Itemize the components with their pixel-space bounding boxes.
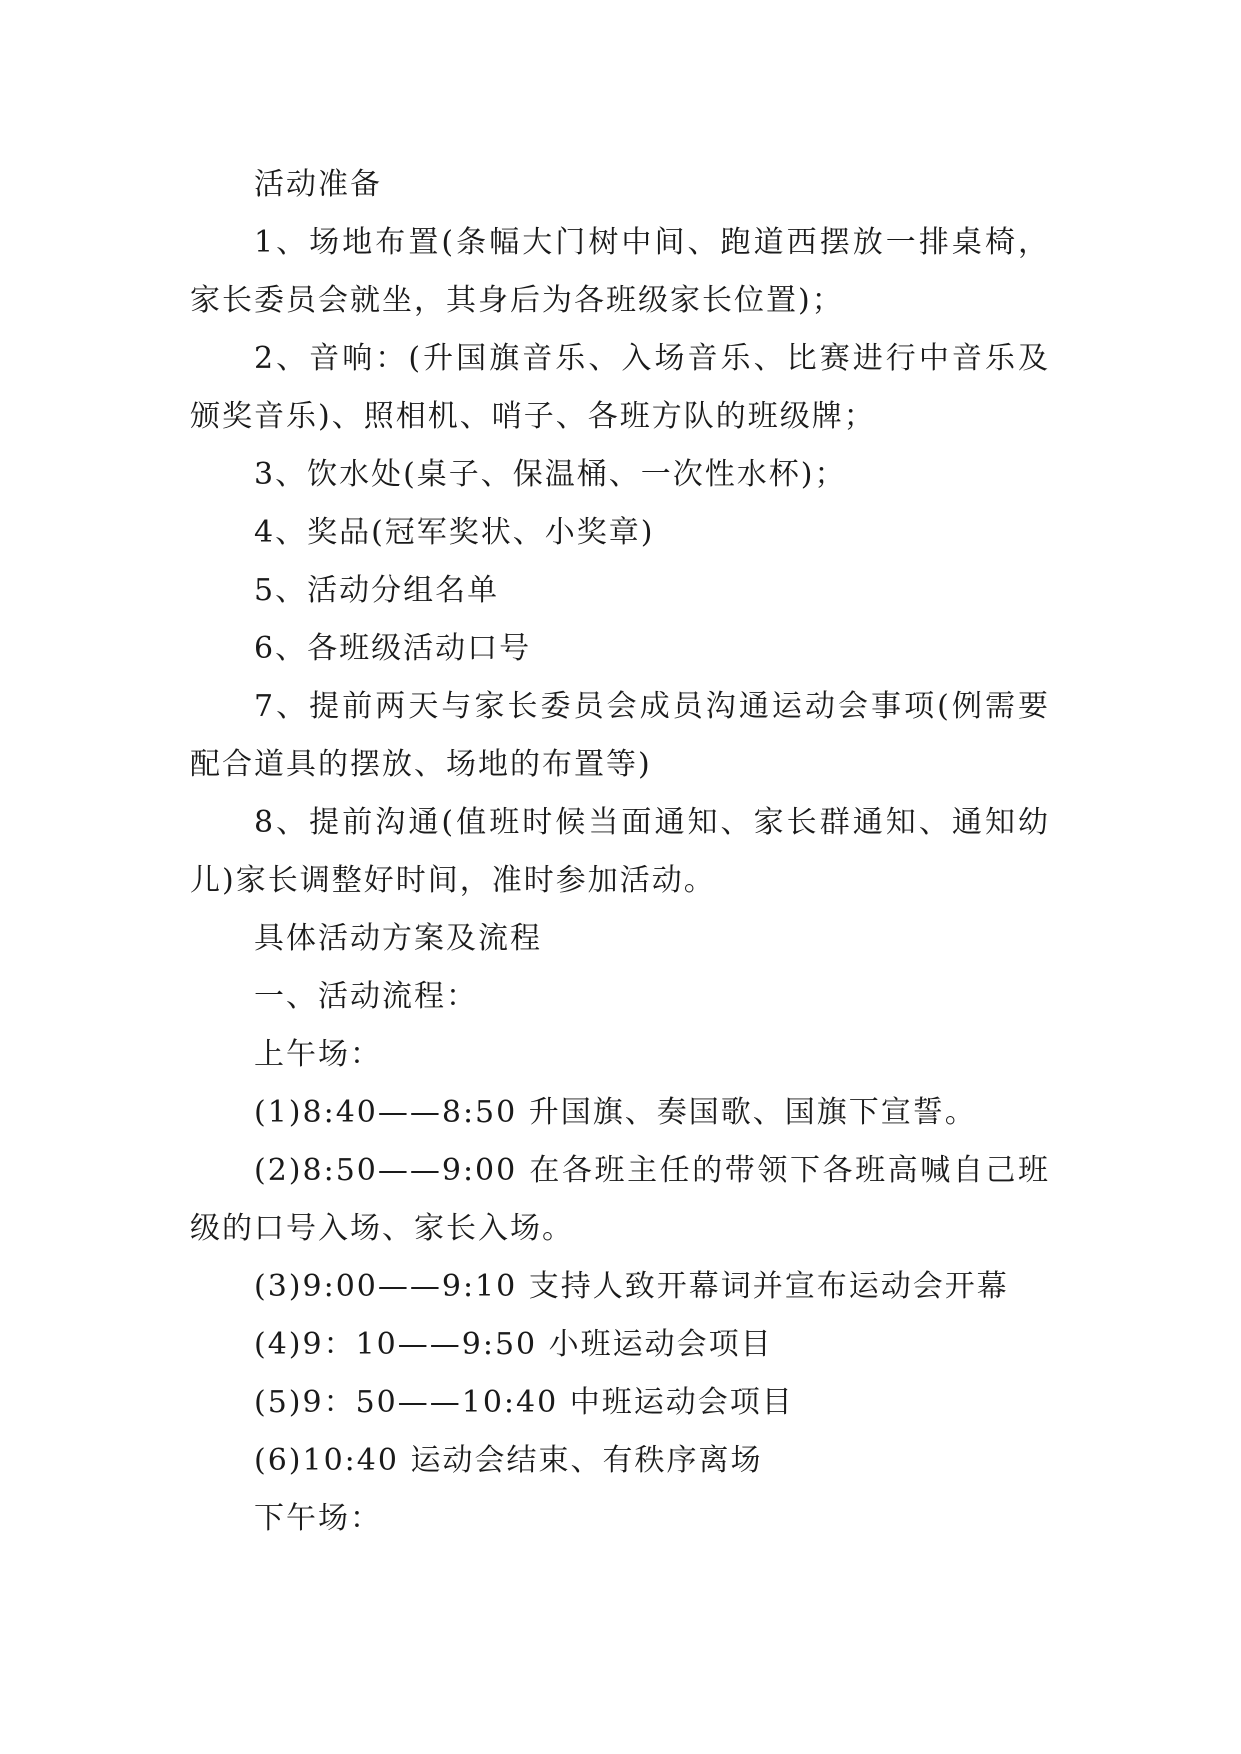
list-item: 3、饮水处(桌子、保温桶、一次性水杯)； [254, 457, 847, 492]
schedule-item: (3)9:00——9:10 支持人致开幕词并宣布运动会开幕 [254, 1269, 1009, 1304]
list-item: 5、活动分组名单 [254, 573, 500, 608]
schedule-item: (4)9：10——9:50 小班运动会项目 [254, 1327, 773, 1362]
section-heading-plan: 具体活动方案及流程 [254, 921, 542, 956]
session-heading-morning: 上午场： [254, 1037, 382, 1072]
schedule-item: (6)10:40 运动会结束、有秩序离场 [254, 1443, 763, 1478]
subsection-heading-process: 一、活动流程： [254, 979, 478, 1014]
list-item: 2、音响：(升国旗音乐、入场音乐、比赛进行中音乐及颁奖音乐)、照相机、哨子、各班方队的班级牌； [190, 341, 1050, 434]
list-item: 6、各班级活动口号 [254, 631, 532, 666]
schedule-item: (5)9：50——10:40 中班运动会项目 [254, 1385, 794, 1420]
list-item: 1、场地布置(条幅大门树中间、跑道西摆放一排桌椅，家长委员会就坐，其身后为各班级家长位置)； [190, 225, 1050, 318]
session-heading-afternoon: 下午场： [254, 1501, 382, 1536]
section-heading-preparation: 活动准备 [254, 167, 382, 202]
document-body [190, 156, 1050, 1548]
schedule-item: (2)8:50——9:00 在各班主任的带领下各班高喊自己班级的口号入场、家长入场。 [190, 1153, 1050, 1246]
list-item: 8、提前沟通(值班时候当面通知、家长群通知、通知幼儿)家长调整好时间，准时参加活动。 [190, 805, 1050, 898]
list-item: 4、奖品(冠军奖状、小奖章) [254, 515, 655, 550]
schedule-item: (1)8:40——8:50 升国旗、奏国歌、国旗下宣誓。 [254, 1095, 977, 1130]
list-item: 7、提前两天与家长委员会成员沟通运动会事项(例需要配合道具的摆放、场地的布置等) [190, 689, 1050, 782]
